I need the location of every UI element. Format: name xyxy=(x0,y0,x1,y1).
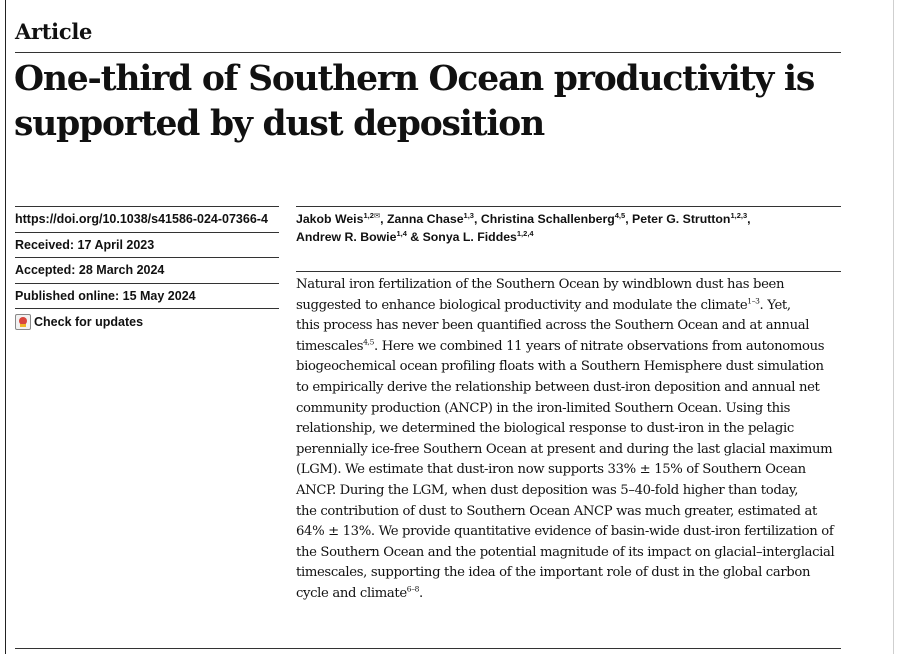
citation-ref[interactable]: 1–3 xyxy=(747,296,760,306)
received-date: Received: 17 April 2023 xyxy=(15,232,279,258)
abstract-line: timescales$^{4,5}$. Here we combined 11 years of nitrate observations from autonomous xyxy=(296,337,825,354)
author-list xyxy=(296,206,841,246)
author-2[interactable]: Christina Schallenberg$^{4,5}$ xyxy=(480,210,626,226)
crossmark-icon xyxy=(15,314,31,330)
doi-link[interactable]: https://doi.org/10.1038/s41586-024-07366-4 xyxy=(15,206,279,232)
citation-ref[interactable]: 4,5 xyxy=(363,337,375,347)
abstract-line: 64% ± 13%. We provide quantitative evidence of basin-wide dust-iron fertilization of xyxy=(296,524,834,540)
check-for-updates-button[interactable] xyxy=(15,308,279,334)
author-0[interactable]: Jakob Weis$^{1,2✉}$ xyxy=(296,210,381,226)
page-left-border xyxy=(5,0,6,654)
author-5[interactable]: Sonya L. Fiddes$^{1,2,4}$ xyxy=(422,228,534,244)
page-right-border xyxy=(893,0,894,654)
authors-text: Jakob Weis$^{1,2✉}$, Zanna Chase$^{1,3}$, Christina Schallenberg$^{4,5}$, Peter G. Strutton$^{1,2,3}$, Andrew R. Bowie$^{1,4}$ & Sonya L. Fiddes$^{1,2,4}$ xyxy=(296,210,751,244)
abstract-line: cycle and climate$^{6-8}$. xyxy=(296,584,423,601)
abstract-line: this process has never been quantified across the Southern Ocean and at annual xyxy=(296,318,810,334)
title-line-1: One-third of Southern Ocean productivity is xyxy=(14,59,815,99)
author-4[interactable]: Andrew R. Bowie$^{1,4}$ xyxy=(296,228,407,244)
abstract xyxy=(296,275,841,605)
abstract-line: the contribution of dust to Southern Ocean ANCP was much greater, estimated at xyxy=(296,503,817,519)
abstract-line: the Southern Ocean and the potential magnitude of its impact on glacial–interglacial xyxy=(296,544,835,560)
article-type-label: Article xyxy=(15,19,93,44)
title-line-2: supported by dust deposition xyxy=(14,104,544,144)
abstract-line: biogeochemical ocean profiling floats with a Southern Hemisphere dust simulation xyxy=(296,359,824,375)
author-3[interactable]: Peter G. Strutton$^{1,2,3}$ xyxy=(632,210,748,226)
header-rule xyxy=(15,52,841,53)
article-metadata xyxy=(15,206,279,334)
abstract-line: suggested to enhance biological productivity and modulate the climate$^{1-3}$. Yet, xyxy=(296,296,791,313)
accepted-date: Accepted: 28 March 2024 xyxy=(15,257,279,283)
abstract-line: timescales, supporting the idea of the important role of dust in the global carbon xyxy=(296,565,811,581)
check-for-updates-label: Check for updates xyxy=(34,314,144,329)
abstract-line: ANCP. During the LGM, when dust deposition was 5–40-fold higher than today, xyxy=(296,482,799,498)
citation-ref[interactable]: 6–8 xyxy=(406,584,420,594)
abstract-rule xyxy=(296,271,841,272)
footer-rule xyxy=(15,648,841,649)
abstract-line: relationship, we determined the biological response to dust-iron in the pelagic xyxy=(296,421,794,437)
abstract-line: (LGM). We estimate that dust-iron now supports 33% ± 15% of Southern Ocean xyxy=(296,462,806,478)
abstract-line: community production (ANCP) in the iron-limited Southern Ocean. Using this xyxy=(296,400,791,416)
abstract-line: perennially ice-free Southern Ocean at present and during the last glacial maximum xyxy=(296,441,833,457)
article-title xyxy=(14,57,854,147)
published-date: Published online: 15 May 2024 xyxy=(15,283,279,309)
author-1[interactable]: Zanna Chase$^{1,3}$ xyxy=(387,210,474,226)
abstract-line: Natural iron fertilization of the Southern Ocean by windblown dust has been xyxy=(296,277,785,292)
abstract-line: to empirically derive the relationship between dust-iron deposition and annual net xyxy=(296,379,820,395)
